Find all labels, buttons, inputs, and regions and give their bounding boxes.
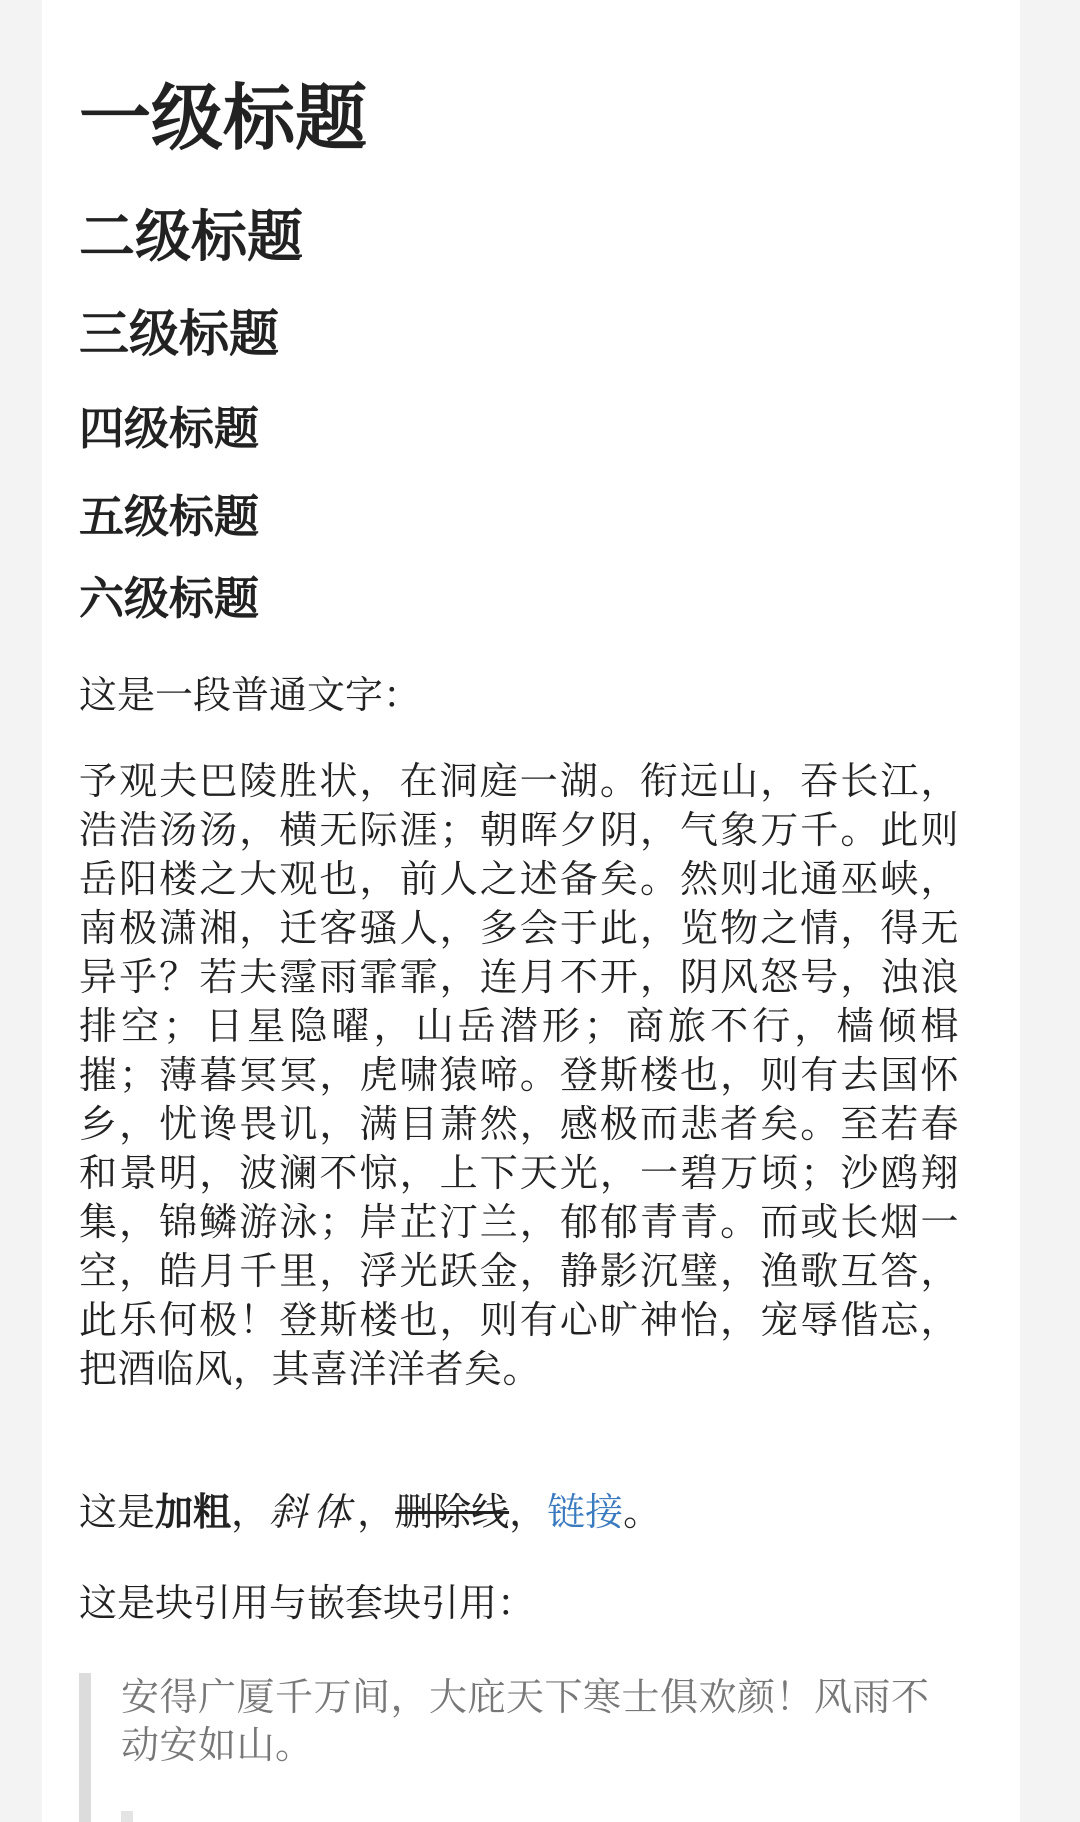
blockquote-text: 安得广厦千万间，大庇天下寒士俱欢颜！风雨不动安如山。 <box>121 1675 930 1767</box>
heading-level-1: 一级标题 <box>79 76 368 160</box>
blockquote-intro: 这是块引用与嵌套块引用： <box>79 1581 536 1625</box>
bold-text: 加粗 <box>155 1490 232 1534</box>
heading-level-2: 二级标题 <box>79 205 303 270</box>
document-page <box>42 0 1020 1822</box>
inline-separator: ， <box>231 1490 270 1534</box>
heading-level-5: 五级标题 <box>79 490 260 543</box>
inline-separator: ， <box>509 1490 548 1534</box>
heading-level-4: 四级标题 <box>79 402 260 455</box>
plain-text-intro: 这是一段普通文字： <box>79 673 422 717</box>
inline-suffix: 。 <box>623 1490 662 1534</box>
nested-blockquote <box>121 1811 959 1822</box>
strikethrough-text: 删除线 <box>395 1490 510 1534</box>
inline-formatting-line <box>79 1485 661 1539</box>
inline-prefix: 这是 <box>79 1490 156 1534</box>
heading-level-6: 六级标题 <box>79 572 260 625</box>
heading-level-3: 三级标题 <box>79 305 279 363</box>
italic-text: 斜体 <box>269 1490 358 1534</box>
inline-separator: ， <box>357 1490 396 1534</box>
body-paragraph: 予观夫巴陵胜状，在洞庭一湖。衔远山，吞长江，浩浩汤汤，横无际涯；朝晖夕阴，气象万千。此则岳阳楼之大观也，前人之述备矣。然则北通巫峡，南极潇湘，迁客骚人，多会于此，览物之情，得无异乎？若夫霪雨霏霏，连月不开，阴风怒号，浊浪排空；日星隐曜，山岳潜形；商旅不行，樯倾楫摧；薄暮冥冥，虎啸猿啼。登斯楼也，则有去国怀乡，忧谗畏讥，满目萧然，感极而悲者矣。至若春和景明，波澜不惊，上下天光，一碧万顷；沙鸥翔集，锦鳞游泳；岸芷汀兰，郁郁青青。而或长烟一空，皓月千里，浮光跃金，静影沉璧，渔歌互答，此乐何极！登斯楼也，则有心旷神怡，宠辱偕忘，把酒临风，其喜洋洋者矣。 <box>79 759 959 1391</box>
blockquote <box>79 1673 959 1822</box>
link-text[interactable]: 链接 <box>547 1490 624 1534</box>
